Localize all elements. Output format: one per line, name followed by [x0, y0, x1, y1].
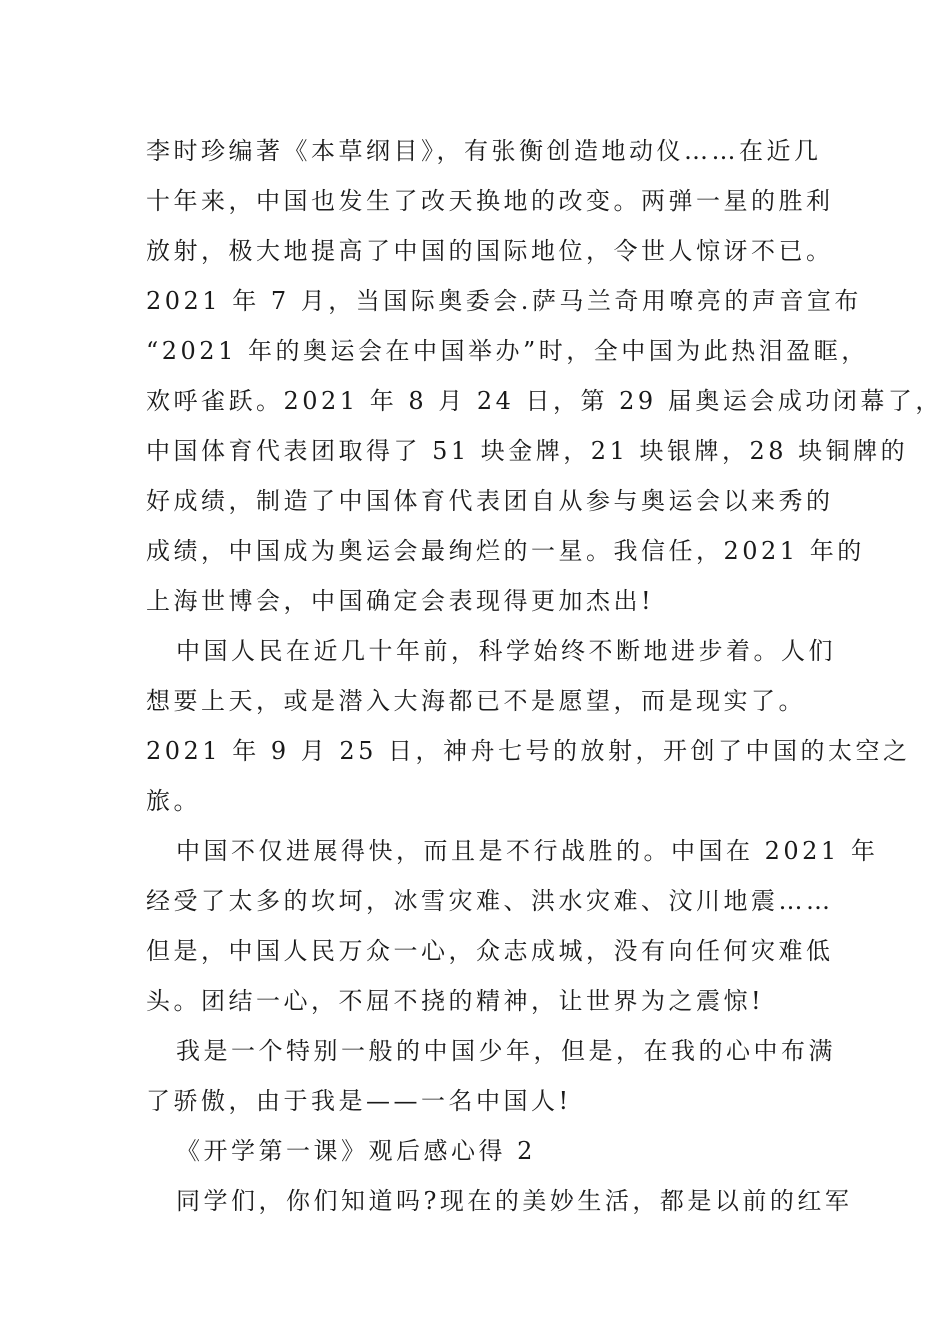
text-line: 头。团结一心，不屈不挠的精神，让世界为之震惊!: [146, 987, 765, 1015]
text-line: 2021 年 7 月，当国际奥委会.萨马兰奇用嘹亮的声音宣布: [146, 287, 862, 315]
document-body: [146, 126, 943, 1226]
text-line: 中国体育代表团取得了 51 块金牌，21 块银牌，28 块铜牌的: [146, 437, 909, 465]
text-line: 放射，极大地提高了中国的国际地位，令世人惊讶不已。: [146, 237, 834, 265]
text-line: 旅。: [146, 787, 201, 815]
text-line: 2021 年 9 月 25 日，神舟七号的放射，开创了中国的太空之: [146, 737, 911, 765]
paragraph-first-line: 同学们，你们知道吗?现在的美妙生活，都是以前的红军: [176, 1187, 853, 1215]
text-line: 欢呼雀跃。2021 年 8 月 24 日，第 29 届奥运会成功闭幕了，: [146, 387, 943, 415]
paragraph-first-line: 我是一个特别一般的中国少年，但是，在我的心中布满: [176, 1037, 836, 1065]
paragraph-first-line: 中国不仅进展得快，而且是不行战胜的。中国在 2021 年: [176, 837, 879, 865]
text-line: 成绩，中国成为奥运会最绚烂的一星。我信任，2021 年的: [146, 537, 865, 565]
text-line: “2021 年的奥运会在中国举办”时，全中国为此热泪盈眶，: [146, 337, 869, 365]
section-heading: 《开学第一课》观后感心得 2: [176, 1137, 536, 1165]
text-line: 但是，中国人民万众一心，众志成城，没有向任何灾难低: [146, 937, 834, 965]
text-line: 十年来，中国也发生了改天换地的改变。两弹一星的胜利: [146, 187, 834, 215]
text-line: 想要上天，或是潜入大海都已不是愿望，而是现实了。: [146, 687, 806, 715]
text-line: 了骄傲，由于我是——一名中国人!: [146, 1087, 572, 1115]
text-line: 经受了太多的坎坷，冰雪灾难、洪水灾难、汶川地震……: [146, 887, 834, 915]
text-line: 上海世博会，中国确定会表现得更加杰出!: [146, 587, 655, 615]
paragraph-first-line: 中国人民在近几十年前，科学始终不断地进步着。人们: [176, 637, 836, 665]
text-line: 李时珍编著《本草纲目》，有张衡创造地动仪……在近几: [146, 137, 822, 165]
text-line: 好成绩，制造了中国体育代表团自从参与奥运会以来秀的: [146, 487, 834, 515]
